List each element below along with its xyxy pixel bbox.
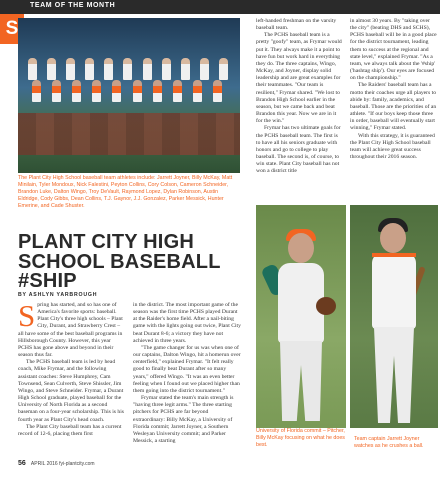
- footer-issue-text: APRIL 2016 fyi-plantcity.com: [30, 461, 95, 467]
- team-row-back: [28, 58, 228, 80]
- article-byline: BY ASHLYN YARBROUGH: [18, 292, 98, 298]
- team-photo: [18, 18, 240, 173]
- brick-wall: [18, 113, 240, 155]
- batter-photo: [350, 205, 438, 428]
- paragraph: left-handed freshman on the varsity baseball team.: [256, 18, 337, 32]
- drop-cap: S: [18, 298, 36, 333]
- section-badge: S: [0, 14, 24, 44]
- article-column-4: [350, 18, 438, 161]
- pitcher-photo-caption: University of Florida commit – Pitcher, Billy McKay focusing on what he does best.: [256, 428, 345, 448]
- paragraph: The Raiders' baseball team has a motto their coaches urge all players to abide by: family, academics, and baseball. Those are the priorities of an athlete. "If our boys keep those three in order, baseball will eventually start winning," Frymar stated.: [350, 82, 437, 132]
- article-column-1: [18, 298, 126, 438]
- section-header-bar: [0, 0, 440, 14]
- team-photo-caption: The Plant City High School baseball team athletes include: Jarrett Joyner, Billy McKay, Matt Minilain, Tyler Mondoux, Nick Falestini, Peyton Collins, Cory Colson, Cameron Schneider, Brandon Luke, Dalton Wingo, Troy DeVault, Raymond Lopez, Dylan Robinson, Austin Eldridge, Cody Gibbs, Dean Collins, T.J. Gaynor, J.J. Gonzalez, Parker Messick, Hunter Emerine, and Cade Shuster.: [18, 175, 233, 210]
- pitcher-photo: [256, 205, 346, 428]
- paragraph: The PCHS baseball team is a pretty "goofy" team, as Frymar would put it. They always make it a point to have fun but work hard in everything they do. The three captains, Wingo, McKay, and Joyner, display solid leadership and are great examples for their teammates. "Our team is resilient," Frymar shared. "We lost to Brandon High School earlier in the season, but we came back and beat Brandon this year. Now we are in it for the win.": [256, 32, 342, 125]
- article-headline: PLANT CITY HIGH SCHOOL BASEBALL #SHIP: [18, 231, 221, 292]
- paragraph: With this strategy, it is guaranteed the Plant City High School baseball team will achieve great success throughout their 2016 season.: [350, 132, 435, 160]
- article-column-2: [133, 302, 241, 445]
- paragraph: "The game changer for us was when one of our captains, Dalton Wingo, hit a homerun over centerfield," explained Frymar. "It felt really good to finally beat Durant after so many years," offered Wingo. "It was an even better feeling when I found out we placed higher than them going into the district tournament.": [133, 344, 241, 394]
- paragraph: The PCHS baseball team is led by head coach, Mike Frymar, and the following assistant coaches: Steve Humphrey, Cam Townsend, Sean Culverth, Steve Shissler, Jim Wingo, and Steve Schneider. Frymar, a Durant High School graduate, played baseball for the University of North Florida as a second baseman on a four-year scholarship. This is his fourth year as Plant City's head coach.: [18, 359, 124, 423]
- team-row-front: [32, 80, 222, 102]
- paragraph: The Plant City baseball team has a current record of 12-6, placing them first: [18, 423, 122, 437]
- article-column-3: [256, 18, 342, 175]
- paragraph: in the district. The most important game of the season was the first time PCHS played Durant at the Raider's home field. After a nail-biting game with the lights going out twice, Plant City beat Durant 8-6; a victory they have not achieved in three years.: [133, 302, 241, 344]
- batter-photo-caption: Team captain Jarrett Joyner watches as he crushes a ball.: [354, 436, 424, 449]
- paragraph: Spring has started, and so has one of America's favorite sports: baseball. Plant City's three high schools – Plant City, Durant, and Strawberry Crest – all have some of the best baseball programs in Hillsborough County. However, this year PCHS has gone above and beyond in their season thus far.: [18, 298, 123, 359]
- section-title: TEAM OF THE MONTH: [30, 2, 116, 9]
- page-number: 56: [18, 460, 26, 467]
- page-footer: [18, 460, 95, 467]
- paragraph: Frymar has two ultimate goals for the PCHS baseball team. The first is to have all his seniors graduate with honors and go to college to play baseball. The second is, of course, to win state. Plant City baseball has not won a district title: [256, 125, 341, 175]
- paragraph: Frymar stated the team's main strength is "having three legit arms." The three starting pitchers for PCHS are far beyond extraordinary: Billy McKay, a University of Florida commit; Jarrett Joyner, a Southern Wesleyan University commit; and Parker Messick, a starting: [133, 395, 234, 444]
- paragraph: in almost 30 years. By "taking over the city" (beating DHS and SCHS), PCHS baseball will be in a good place for the district tournament, leading them to success at the regional and state level," explained Frymar. "As a team, we always talk about the '#ship' ('hashtag ship'). Our eyes are focused on the championship.": [350, 18, 437, 82]
